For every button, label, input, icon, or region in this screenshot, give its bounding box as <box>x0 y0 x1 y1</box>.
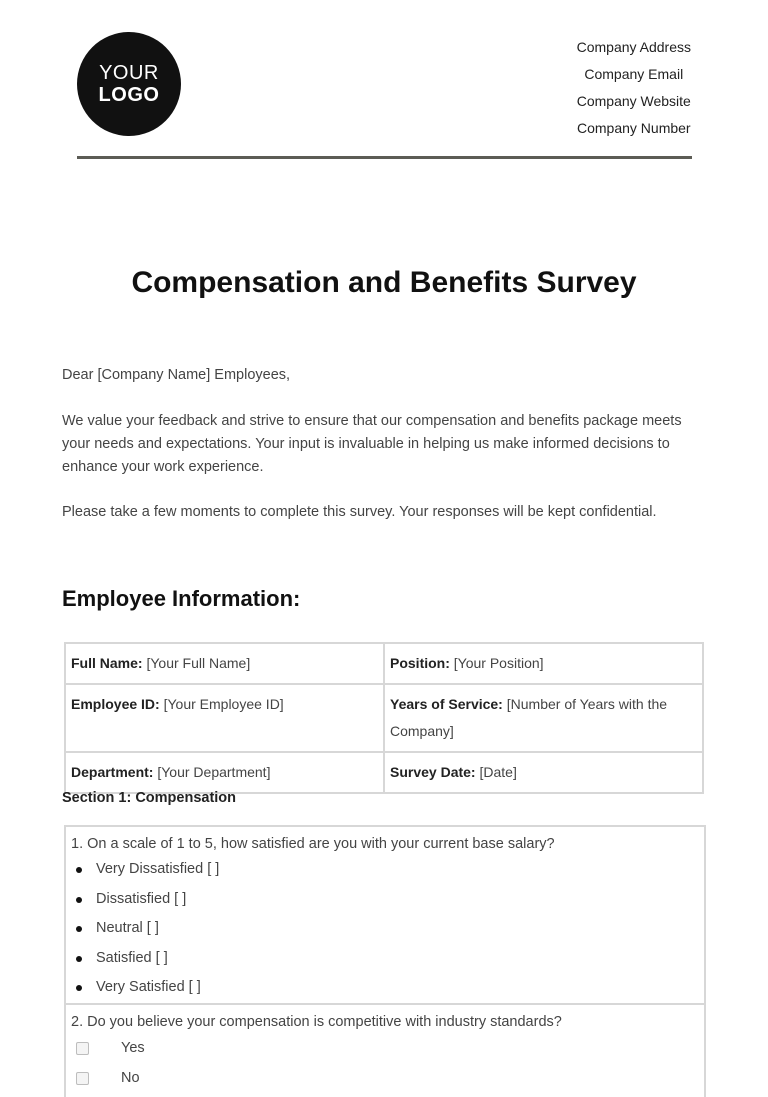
checkbox-icon[interactable] <box>76 1072 89 1085</box>
list-item[interactable] <box>71 973 699 1003</box>
years-of-service-label: Years of Service: <box>390 696 503 712</box>
request-paragraph: Please take a few moments to complete this survey. Your responses will be kept confidential. <box>62 504 657 520</box>
bullet-icon <box>76 985 82 991</box>
document-title: Compensation and Benefits Survey <box>131 266 637 299</box>
questions-box <box>64 825 706 1097</box>
section-1-heading: Section 1: Compensation <box>62 790 237 806</box>
intro-paragraph: We value your feedback and strive to ensure that our compensation and benefits package meets your needs and expectations. Your input is invaluable in helping us make informed decisions to enhance your work experience. <box>62 413 682 475</box>
table-row <box>65 752 703 793</box>
position-cell[interactable] <box>384 643 703 684</box>
department-value: [Your Department] <box>157 764 271 780</box>
company-number: Company Number <box>576 120 691 136</box>
header-divider <box>77 156 692 159</box>
list-item[interactable] <box>71 885 699 915</box>
greeting: Dear [Company Name] Employees, <box>62 367 291 383</box>
bullet-icon <box>76 897 82 903</box>
option-label: Neutral [ ] <box>96 920 159 936</box>
list-item[interactable] <box>71 914 699 944</box>
option-label: Dissatisfied [ ] <box>96 890 187 907</box>
option-label: Satisfied [ ] <box>96 949 168 966</box>
logo-line-1: YOUR <box>99 62 159 84</box>
position-value: [Your Position] <box>453 655 544 671</box>
company-info <box>577 34 691 142</box>
table-row <box>65 643 703 684</box>
option-label: Very Satisfied [ ] <box>96 979 201 995</box>
company-email: Company Email <box>584 66 684 82</box>
option-no-label: No <box>121 1069 140 1086</box>
list-item[interactable] <box>71 944 699 974</box>
employee-id-value: [Your Employee ID] <box>163 696 284 712</box>
option-no[interactable] <box>71 1063 699 1093</box>
company-address: Company Address <box>576 39 691 55</box>
table-row <box>65 684 703 752</box>
question-2-text: 2. Do you believe your compensation is competitive with industry standards? <box>71 1013 562 1030</box>
position-label: Position: <box>390 655 450 671</box>
years-of-service-cell[interactable] <box>384 684 703 752</box>
survey-date-label: Survey Date: <box>390 764 476 780</box>
company-website: Company Website <box>576 93 691 109</box>
question-1-text: 1. On a scale of 1 to 5, how satisfied are you with your current base salary? <box>71 836 555 852</box>
bullet-icon <box>76 926 82 932</box>
full-name-cell[interactable] <box>65 643 384 684</box>
employee-info-heading: Employee Information: <box>62 586 301 611</box>
employee-info-table <box>64 642 704 794</box>
question-2 <box>66 1005 704 1093</box>
survey-date-cell[interactable] <box>384 752 703 793</box>
list-item[interactable] <box>71 855 699 885</box>
question-1-options <box>71 855 699 1003</box>
question-1 <box>66 827 704 1003</box>
full-name-label: Full Name: <box>71 655 143 671</box>
employee-id-cell[interactable] <box>65 684 384 752</box>
employee-id-label: Employee ID: <box>71 696 160 712</box>
department-cell[interactable] <box>65 752 384 793</box>
option-yes-label: Yes <box>121 1039 145 1056</box>
company-logo <box>77 32 181 136</box>
department-label: Department: <box>71 764 154 780</box>
option-yes[interactable] <box>71 1033 699 1063</box>
checkbox-icon[interactable] <box>76 1042 89 1055</box>
bullet-icon <box>76 956 82 962</box>
logo-line-2: LOGO <box>98 84 160 106</box>
full-name-value: [Your Full Name] <box>146 655 251 671</box>
option-label: Very Dissatisfied [ ] <box>96 861 220 877</box>
bullet-icon <box>76 867 82 873</box>
survey-date-value: [Date] <box>479 764 517 780</box>
years-of-service-value: [Number of Years with the Company] <box>390 696 668 739</box>
